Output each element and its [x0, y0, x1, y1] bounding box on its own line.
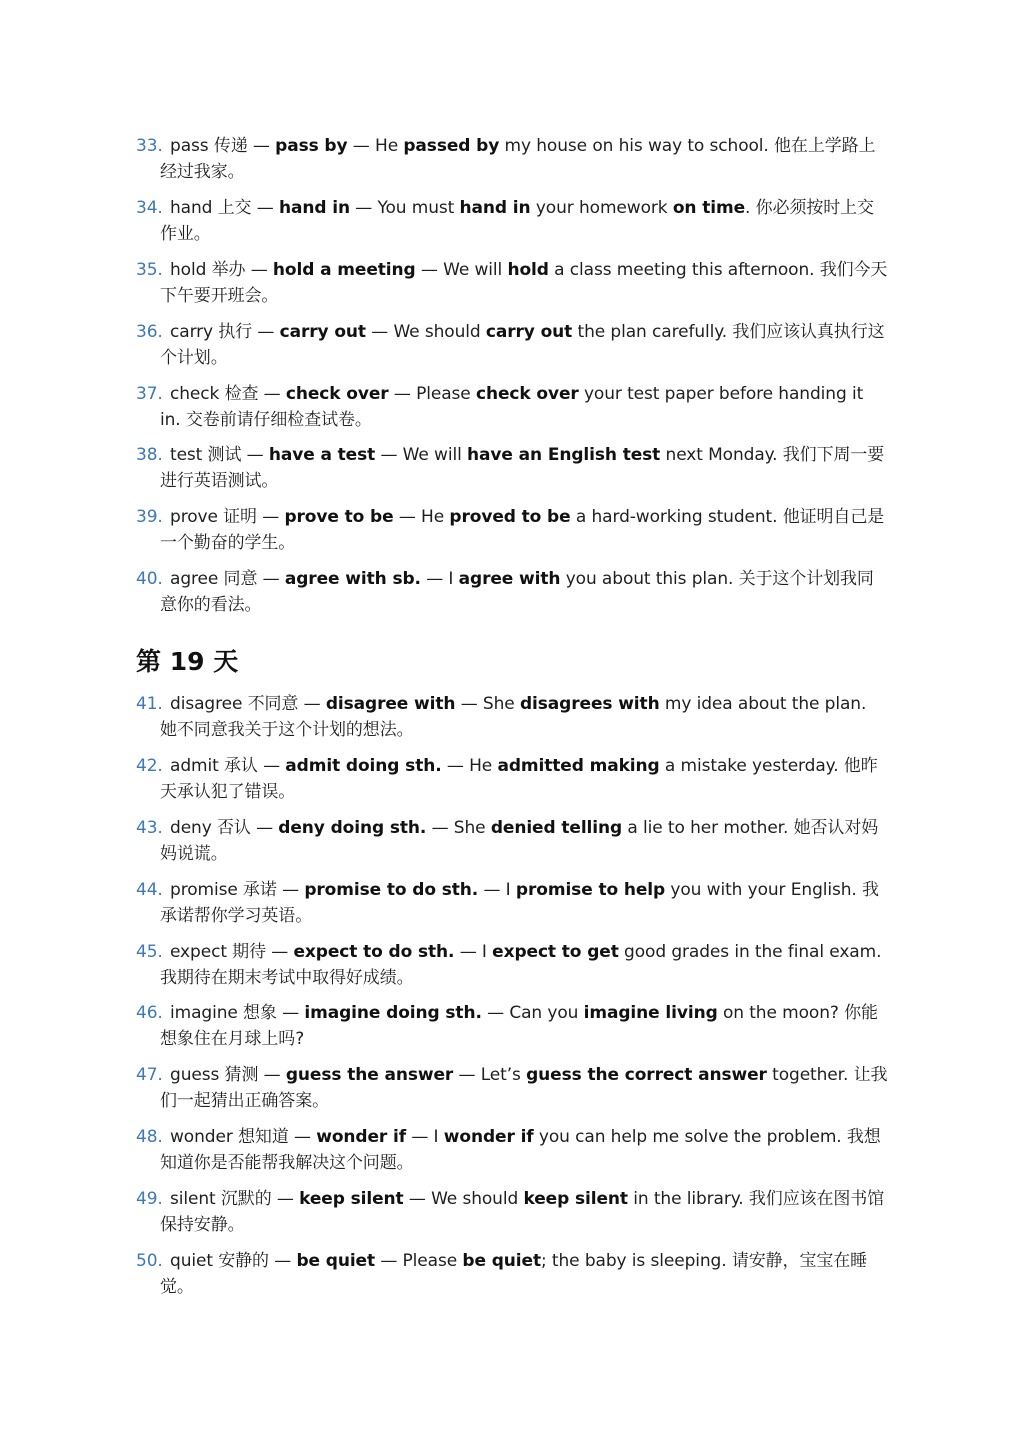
entry-number: 40. [136, 569, 163, 590]
entry-text: — Can you [481, 1003, 584, 1024]
entry-text: my house on his way to school. 他在上学路上经过我家。 [160, 136, 876, 182]
entry-text: imagine 想象 — [170, 1003, 305, 1024]
vocab-entry [136, 381, 888, 433]
key-phrase: check over [285, 383, 389, 404]
vocab-entry [136, 319, 888, 371]
vocab-entry [136, 566, 888, 618]
entry-text: a lie to her mother. 她否认对妈妈说谎。 [160, 817, 879, 864]
entry-text: your homework [530, 197, 673, 218]
entry-text: in the library. 我们应该在图书馆保持安静。 [160, 1189, 885, 1236]
entry-text: — She [455, 694, 520, 714]
entry-text: ; the baby is sleeping. 请安静，宝宝在睡觉。 [160, 1251, 868, 1298]
entry-text: you about this plan. 关于这个计划我同意你的看法。 [160, 569, 874, 616]
entry-number: 49. [136, 1189, 163, 1210]
entry-text: — Let’s [453, 1065, 527, 1086]
entry-number: 45. [136, 941, 163, 962]
entry-text: a class meeting this afternoon. 我们今天下午要开班会。 [160, 259, 888, 306]
key-phrase: check over [475, 383, 579, 404]
entry-text: — I [406, 1127, 444, 1148]
vocab-entry [136, 753, 888, 805]
key-phrase: hold a meeting [272, 259, 416, 280]
vocab-list-day18-end [136, 133, 888, 628]
entry-text: on the moon? 你能想象住在月球上吗? [160, 1003, 878, 1050]
entry-text: together. 让我们一起猜出正确答案。 [160, 1065, 888, 1112]
key-phrase: keep silent [523, 1189, 628, 1210]
entry-number: 35. [136, 259, 163, 280]
entry-text: admit 承认 — [170, 755, 286, 776]
key-phrase: wonder if [443, 1127, 534, 1148]
entry-text: next Monday. 我们下周一要进行英语测试。 [160, 445, 885, 492]
entry-text: — He [347, 136, 404, 156]
entry-text: a hard-working student. 他证明自己是一个勤奋的学生。 [160, 507, 885, 554]
key-phrase: disagree with [325, 694, 456, 714]
key-phrase: carry out [485, 321, 573, 342]
entry-text: wonder 想知道 — [170, 1127, 317, 1148]
entry-text: — He [393, 507, 450, 528]
key-phrase: agree with sb. [284, 569, 421, 590]
entry-text: prove 证明 — [170, 507, 285, 528]
vocab-entry [136, 877, 888, 929]
key-phrase: have an English test [467, 445, 661, 466]
entry-text: quiet 安静的 — [170, 1251, 297, 1272]
key-phrase: disagrees with [519, 694, 660, 714]
entry-text: the plan carefully. 我们应该认真执行这个计划。 [160, 321, 885, 368]
vocab-entry [136, 1186, 888, 1238]
entry-number: 41. [136, 694, 163, 714]
vocab-entry [136, 257, 888, 309]
entry-text: a mistake yesterday. 他昨天承认犯了错误。 [160, 755, 878, 802]
entry-text: disagree 不同意 — [170, 694, 326, 714]
key-phrase: proved to be [449, 507, 571, 528]
key-phrase: hold [507, 259, 549, 280]
key-phrase: on time [672, 197, 746, 218]
entry-text: pass 传递 — [170, 136, 276, 156]
entry-text: deny 否认 — [170, 817, 279, 838]
vocab-list-day19 [136, 691, 888, 1310]
key-phrase: carry out [279, 321, 366, 342]
entry-text: — We will [415, 259, 508, 280]
entry-text: your test paper before handing it in. 交卷前请仔细检查试卷。 [160, 383, 864, 430]
entry-number: 47. [136, 1065, 163, 1086]
entry-text: test 测试 — [170, 445, 269, 466]
entry-text: — I [420, 569, 459, 590]
key-phrase: pass by [275, 136, 348, 156]
entry-text: — We should [403, 1189, 524, 1210]
entry-number: 33. [136, 136, 163, 156]
entry-text: hand 上交 — [170, 197, 279, 218]
key-phrase: guess the correct answer [526, 1065, 767, 1086]
key-phrase: guess the answer [285, 1065, 454, 1086]
vocab-entry [136, 1000, 888, 1052]
entry-text: — We should [365, 321, 486, 342]
entry-text: guess 猜测 — [170, 1065, 286, 1086]
key-phrase: admitted making [497, 755, 660, 776]
vocab-entry [136, 1124, 888, 1176]
entry-number: 44. [136, 879, 163, 900]
entry-number: 34. [136, 197, 163, 218]
key-phrase: deny doing sth. [278, 817, 427, 838]
key-phrase: promise to help [515, 879, 666, 900]
entry-number: 36. [136, 321, 163, 342]
vocab-entry [136, 1062, 888, 1114]
entry-number: 50. [136, 1251, 163, 1272]
entry-text: agree 同意 — [170, 569, 285, 590]
entry-text: — Please [388, 383, 476, 404]
entry-text: — I [478, 879, 516, 900]
vocab-entry [136, 691, 888, 743]
vocab-entry [136, 133, 888, 185]
key-phrase: have a test [268, 445, 376, 466]
key-phrase: be quiet [462, 1251, 541, 1272]
entry-text: good grades in the final exam. 我期待在期末考试中取得好成绩。 [160, 941, 882, 988]
entry-text: — You must [349, 197, 460, 218]
vocab-entry [136, 195, 888, 247]
entry-text: you with your English. 我承诺帮你学习英语。 [160, 879, 879, 926]
entry-number: 37. [136, 383, 163, 404]
entry-text: expect 期待 — [170, 941, 294, 962]
entry-text: check 检查 — [170, 383, 286, 404]
entry-text: promise 承诺 — [170, 879, 305, 900]
key-phrase: imagine doing sth. [304, 1003, 482, 1024]
key-phrase: admit doing sth. [285, 755, 442, 776]
key-phrase: expect to do sth. [293, 941, 455, 962]
vocab-entry [136, 442, 888, 494]
entry-text: carry 执行 — [170, 321, 280, 342]
entry-number: 39. [136, 507, 163, 528]
entry-text: . 你必须按时上交作业。 [160, 197, 874, 244]
entry-number: 48. [136, 1127, 163, 1148]
entry-number: 42. [136, 755, 163, 776]
day-heading: 第 19 天 [136, 647, 239, 676]
key-phrase: promise to do sth. [304, 879, 479, 900]
key-phrase: agree with [458, 569, 561, 590]
entry-text: — We will [375, 445, 468, 466]
entry-number: 38. [136, 445, 163, 466]
entry-text: my idea about the plan. 她不同意我关于这个计划的想法。 [160, 694, 867, 740]
vocab-entry [136, 815, 888, 867]
key-phrase: hand in [278, 197, 350, 218]
key-phrase: expect to get [492, 941, 619, 962]
key-phrase: prove to be [284, 507, 394, 528]
key-phrase: passed by [403, 136, 500, 156]
key-phrase: keep silent [299, 1189, 404, 1210]
entry-text: silent 沉默的 — [170, 1189, 300, 1210]
entry-text: you can help me solve the problem. 我想知道你是否能帮我解决这个问题。 [160, 1127, 881, 1174]
key-phrase: denied telling [490, 817, 623, 838]
key-phrase: wonder if [316, 1127, 407, 1148]
entry-text: — He [441, 755, 498, 776]
entry-text: — Please [375, 1251, 463, 1272]
key-phrase: be quiet [296, 1251, 376, 1272]
key-phrase: imagine living [583, 1003, 718, 1024]
vocab-entry [136, 504, 888, 556]
entry-number: 46. [136, 1003, 163, 1024]
entry-number: 43. [136, 817, 163, 838]
vocab-entry [136, 1248, 888, 1300]
entry-text: hold 举办 — [170, 259, 273, 280]
key-phrase: hand in [459, 197, 531, 218]
entry-text: — She [426, 817, 491, 838]
vocab-entry [136, 939, 888, 991]
entry-text: — I [454, 941, 493, 962]
